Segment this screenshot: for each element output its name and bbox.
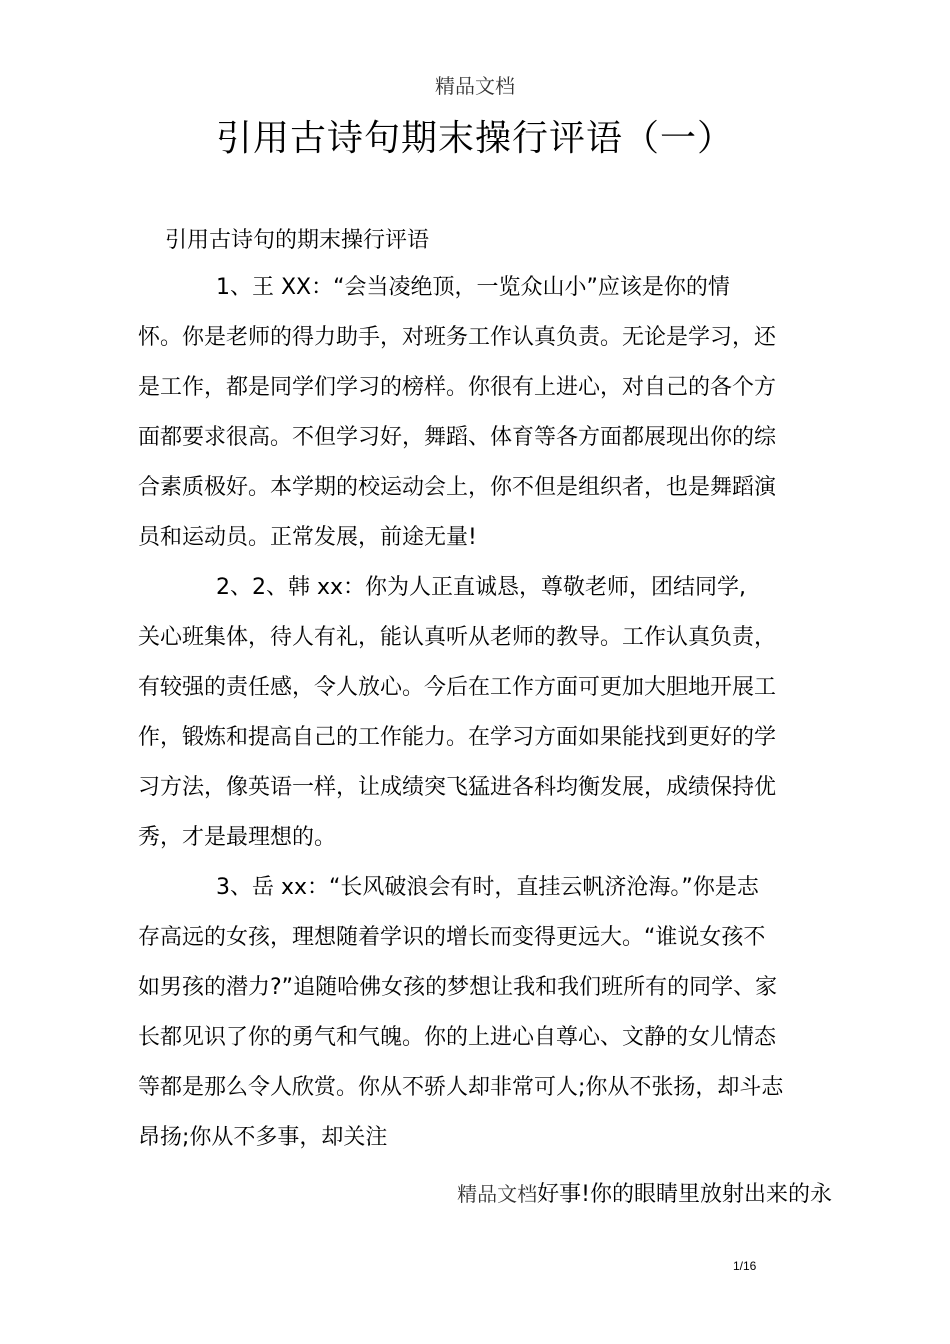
paragraph-line: 等都是那么令人欣赏。你从不骄人却非常可人;你从不张扬，却斗志	[138, 1075, 784, 1100]
paragraph-line: 有较强的责任感，令人放心。今后在工作方面可更加大胆地开展工	[138, 675, 777, 700]
paragraph-line: 关心班集体，待人有礼，能认真听从老师的教导。工作认真负责，	[138, 625, 777, 650]
paragraph-1	[138, 263, 830, 563]
paragraph-line: 2、2、韩 xx：你为人正直诚恳，尊敬老师，团结同学,	[216, 575, 747, 600]
paragraph-line: 合素质极好。本学期的校运动会上，你不但是组织者，也是舞蹈演	[138, 475, 777, 500]
paragraph-3	[138, 863, 830, 1163]
paragraph-line: 是工作，都是同学们学习的榜样。你很有上进心，对自己的各个方	[138, 375, 777, 400]
paragraph-line: 怀。你是老师的得力助手，对班务工作认真负责。无论是学习，还	[138, 325, 777, 350]
paragraph-line: 3、岳 xx：“长风破浪会有时，直挂云帆济沧海。”你是志	[216, 875, 759, 900]
paragraph-line: 秀，才是最理想的。	[138, 825, 337, 850]
paragraph-line: 昂扬;你从不多事，却关注	[138, 1125, 388, 1150]
paragraph-2	[138, 563, 830, 863]
paragraph-line: 1、王 XX：“会当凌绝顶，一览众山小”应该是你的情	[216, 275, 730, 300]
paragraph-line: 长都见识了你的勇气和气魄。你的上进心自尊心、文静的女儿情态	[138, 1025, 777, 1050]
paragraph-line: 习方法，像英语一样，让成绩突飞猛进各科均衡发展，成绩保持优	[138, 775, 777, 800]
subtitle: 引用古诗句的期末操行评语	[165, 228, 430, 253]
page-title: 引用古诗句期末操行评语（一）	[215, 118, 734, 159]
footer-line	[457, 1177, 832, 1208]
paragraph-line: 员和运动员。正常发展，前途无量!	[138, 525, 477, 550]
paragraph-line: 面都要求很高。不但学习好，舞蹈、体育等各方面都展现出你的综	[138, 425, 777, 450]
paragraph-line: 存高远的女孩，理想随着学识的增长而变得更远大。“谁说女孩不	[138, 925, 766, 950]
page-number: 1/16	[733, 1259, 757, 1273]
footer-mark: 精品文档	[457, 1182, 538, 1206]
paragraph-line: 如男孩的潜力?”追随哈佛女孩的梦想让我和我们班所有的同学、家	[138, 975, 778, 1000]
footer-text: 好事!你的眼睛里放射出来的永	[537, 1182, 832, 1207]
paragraph-line: 作，锻炼和提高自己的工作能力。在学习方面如果能找到更好的学	[138, 725, 777, 750]
page-header: 精品文档	[435, 74, 515, 98]
